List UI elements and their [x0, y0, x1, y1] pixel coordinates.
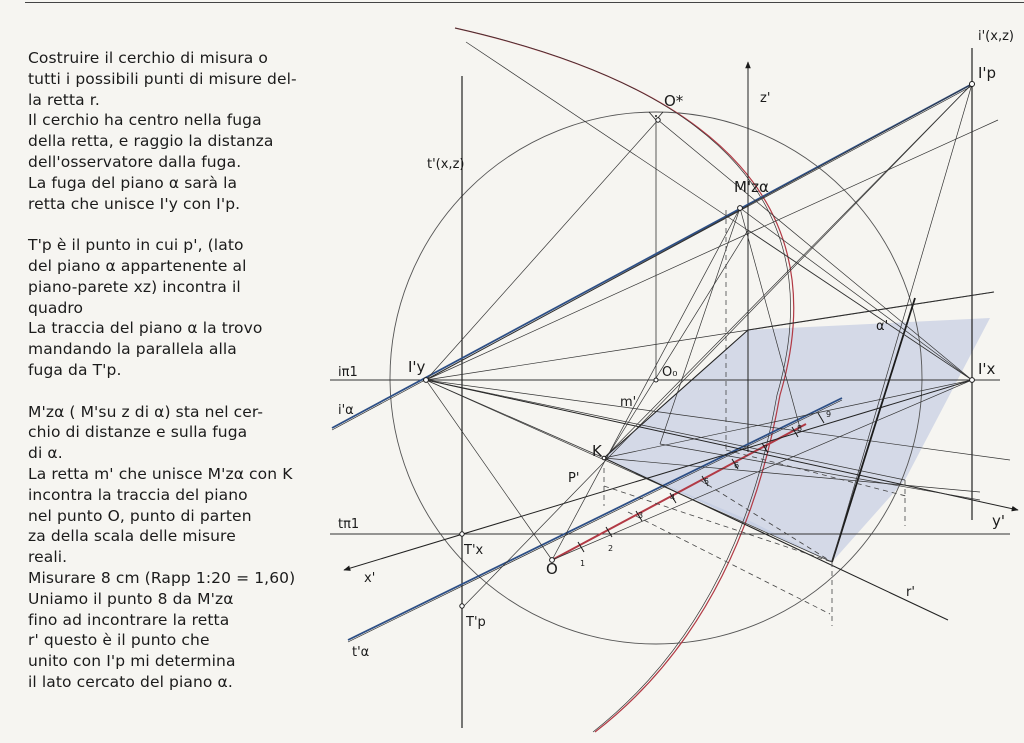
label-m-z-alpha: M'zα [734, 178, 769, 196]
note-line: Costruire il cerchio di misura o [28, 49, 269, 67]
note-line: tutti i possibili punti di misure del- [28, 69, 297, 88]
note-line: fino ad incontrare la retta [28, 610, 230, 629]
label-tx: T'x [464, 543, 484, 558]
note-line: il lato cercato del piano α. [28, 672, 233, 691]
scale-tick-label: 1 [580, 559, 586, 568]
note-line: piano-parete xz) incontra il [28, 277, 241, 296]
note-line: La traccia del piano α la trovo [28, 319, 263, 338]
label-ix: I'x [978, 360, 996, 378]
scale-tick-label: 5 [704, 477, 710, 486]
note-line: del piano α appartenente al [28, 256, 247, 275]
label-t-xz: t'(x,z) [427, 157, 465, 172]
note-line: mandando la parallela alla [28, 340, 237, 359]
note-line: za della scala delle misure [28, 527, 236, 546]
label-t-alpha: t'α [352, 645, 370, 660]
label-o0: O₀ [662, 365, 678, 380]
note-line: della retta, e raggio la distanza [28, 132, 274, 151]
note-line: reali. [28, 548, 68, 567]
scale-tick-label: 9 [826, 410, 832, 419]
note-line: quadro [28, 298, 84, 317]
label-o-star: O* [664, 92, 684, 110]
label-ip: I'p [978, 64, 997, 82]
label-x-prime: x' [364, 571, 376, 586]
note-line: retta che unisce I'y con I'p. [28, 194, 241, 213]
note-line: la retta r. [28, 90, 100, 109]
note-line: dell'osservatore dalla fuga. [28, 152, 242, 171]
note-line: T'p è il punto in cui p', (lato [28, 236, 244, 255]
label-p-prime: P' [568, 471, 580, 486]
note-line: M'zα ( M'su z di α) sta nel cer- [28, 402, 264, 421]
label-k: K [592, 442, 602, 460]
note-line: Misurare 8 cm (Rapp 1:20 = 1,60) [28, 568, 296, 587]
label-i-xz: i'(x,z) [978, 29, 1014, 44]
note-line: La retta m' che unisce M'zα con K [28, 464, 293, 483]
scale-tick-label: 6 [734, 461, 740, 470]
note-line: r' questo è il punto che [28, 631, 210, 650]
label-r-prime: r' [906, 585, 915, 600]
note-line: incontra la traccia del piano [28, 485, 248, 504]
note-line: nel punto O, punto di parten [28, 506, 252, 525]
label-i-alpha: i'α [338, 403, 354, 418]
scale-tick-label: 3 [638, 511, 644, 520]
note-line: Uniamo il punto 8 da M'zα [28, 589, 234, 608]
right-angle-dot [655, 115, 657, 117]
scale-tick-label: 7 [763, 444, 769, 453]
label-z-prime: z' [760, 91, 771, 106]
note-line: fuga da T'p. [28, 360, 122, 379]
label-tp: T'p [466, 615, 486, 630]
note-line: Il cerchio ha centro nella fuga [28, 111, 262, 130]
label-y-prime: y' [992, 512, 1006, 530]
label-t-pi1: tπ1 [338, 517, 360, 532]
label-alpha-prime: α' [876, 319, 889, 334]
scale-tick-label: 2 [608, 544, 614, 553]
label-m-prime: m' [620, 395, 637, 410]
label-iy: I'y [408, 358, 426, 376]
note-line: unito con I'p mi determina [28, 652, 236, 671]
note-line: La fuga del piano α sarà la [28, 173, 238, 192]
scale-tick-label: 4 [670, 493, 676, 502]
label-i-pi1: iπ1 [338, 365, 358, 380]
label-o: O [546, 560, 558, 578]
note-line: chio di distanze e sulla fuga [28, 423, 248, 442]
note-line: di α. [28, 444, 63, 463]
scale-tick-label: 8 [797, 424, 803, 433]
